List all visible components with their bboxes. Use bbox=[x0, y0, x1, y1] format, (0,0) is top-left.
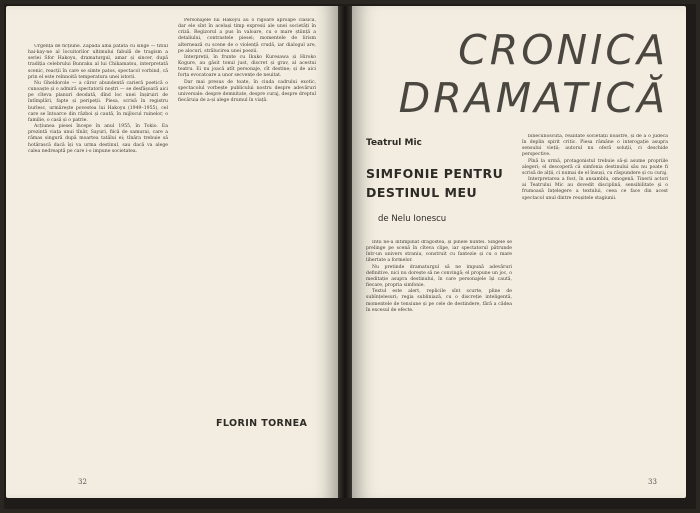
left-page-column-1 bbox=[28, 44, 168, 454]
left-page-column-2 bbox=[178, 18, 316, 412]
theatre-name: Teatrul Mic bbox=[366, 138, 422, 148]
book-gutter bbox=[338, 6, 352, 498]
page-number: 32 bbox=[78, 478, 87, 486]
paragraph: binecunoscută, realitate societății noastre, și de a o judeca în deplin spirit critic. Piesa rămâne o interogație asupra sensului vieții; autorul nu oferă soluții, ci deschide perspective. bbox=[522, 134, 668, 158]
paragraph: Interpreții, în frunte cu Ikuko Kuresawa și Hiroko Kogure, au găsit tonul just, discret și grav, al acestui teatru. Ei nu joacă atît personaje, cît destine; și de aici forța evocatoare a unor secvențe de neuitat. bbox=[178, 54, 316, 79]
page-number: 33 bbox=[648, 478, 657, 486]
paragraph: Pînă la urmă, protagonistul trebuie să-și asume propriile alegeri; el descoperă că simfonia destinului său nu poate fi scrisă de alții, ci numai de el însuși, cu răspundere și cu curaj. bbox=[522, 158, 668, 176]
paragraph: Personajele lui Hakoyu au o rigoare aproape clasică, dar ele sînt în același timp expresii ale unei societăți în criză. Regizorul a pus în valoare, cu o mare știință a detaliului, contrastele piesei; momentele de lirism alternează cu scene de o violență crudă, iar dialogul are, pe alocuri, strălucirea unei poezii. bbox=[178, 18, 316, 54]
paragraph: Interpretarea a fost, în ansamblu, omogenă. Tinerii actori ai Teatrului Mic au dovedit disciplină, sensibilitate și o frumoasă înțelegere a textului, ceea ce face din acest spectacol unul dintre reușitele stagiunii. bbox=[522, 177, 668, 201]
right-page-column-1 bbox=[366, 240, 512, 450]
left-page bbox=[6, 6, 338, 498]
paragraph: Urgență de ficțiune. Zăpada albă pătată cu sînge — titlul hai-kay-ne al locuitorilor ultimului fabulă de tragism a seriei Sfor Hakoyu, dramaturgul, amar și sincer, după tradiția celebrului Bunraku al lui Chikamatsu, interpretată scenic, reacții în care se simte patos, spectacol vorbind, că prin el este reînnoită temperatura unei istorii. bbox=[28, 44, 168, 80]
paragraph: Textul este alert, replicile sînt scurte, pline de subînțelesuri; regia subliniază, cu o discreție inteligentă, momentele de tensiune și pe cele de destindere, fără a cădea în excesul de efecte. bbox=[366, 289, 512, 313]
paragraph: Nu Gheldorole — a căror abundentă carieră poetică o cunoaște și o admiră spectatorii noștri — se desfășoară aici pe cîteva planuri deodată, dînd loc unei înșiruiri de întîmplări, fapte și peripeții. Piesa, scrisă în registru burlesc, urmărește povestea lui Hakoyu (1949–1955), cel care se întoarce din război și caută, în mijlocul ruinelor, o familie, o casă și o patrie. bbox=[28, 80, 168, 123]
paragraph: Dar mai presus de toate, în ciuda cadrului exotic, spectacolul vorbește publicului nostru despre adevăruri universale: despre demnitate, despre curaj, despre dreptul fiecăruia de a-și alege drumul în viață. bbox=[178, 79, 316, 104]
right-page-column-2 bbox=[522, 134, 668, 452]
section-heading-line-2: DRAMATICĂ bbox=[398, 74, 668, 122]
paragraph: Nu pretinde dramaturgul să ne impună adevăruri definitive, nici nu dorește să ne convingă; el propune un joc, o meditație asupra destinului, în care personajele își caută, fiecare, propria simfonie. bbox=[366, 264, 512, 289]
right-page bbox=[352, 6, 686, 498]
section-heading-line-1: CRONICA bbox=[458, 26, 668, 74]
paragraph: Acțiunea piesei începe în anul 1955, în Tokio. Ea prezintă viața unui tînăr, Sayuri, fiică de samurai, care a rămas singură după moartea tatălui ei; tînăra trebuie să hotărască dacă își va urma destinul, sau dacă va alege calea nedreaptă pe care i-o impune societatea. bbox=[28, 124, 168, 154]
play-title: SIMFONIE PENTRU DESTINUL MEU bbox=[366, 166, 504, 200]
play-author: de Nelu Ionescu bbox=[378, 214, 447, 224]
paragraph: Intîi ne-a întîmpinat dragostea, și pînele nuntei. Sîngele se prelinge pe scenă în cîteva clipe, iar spectatorul pătrunde într-un univers straniu, construit cu fantezie și cu o mare libertate a formelor. bbox=[366, 240, 512, 264]
author-signature: FLORIN TORNEA bbox=[216, 418, 308, 429]
